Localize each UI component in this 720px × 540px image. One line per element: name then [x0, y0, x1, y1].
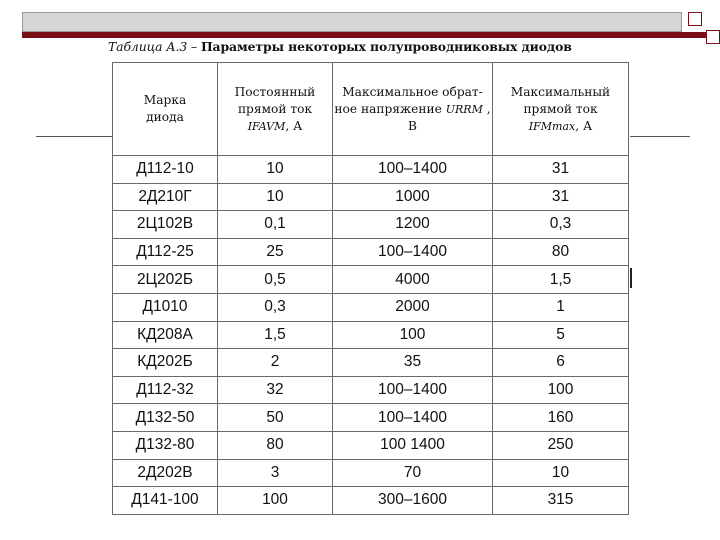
diode-parameters-table: [112, 62, 629, 515]
table-caption: [108, 39, 638, 54]
table-row: [113, 156, 629, 184]
slide-header-band: [22, 12, 682, 32]
cell-max-current: 6: [493, 349, 629, 377]
cell-reverse-voltage: 4000: [333, 266, 493, 294]
table-row: [113, 376, 629, 404]
cell-reverse-voltage: 70: [333, 459, 493, 487]
caption-dash: –: [187, 39, 201, 54]
cell-reverse-voltage: 100–1400: [333, 156, 493, 184]
slide-rule-left: [36, 136, 112, 137]
cell-max-current: 250: [493, 431, 629, 459]
cell-mark: КД202Б: [113, 349, 218, 377]
cell-max-current: 80: [493, 238, 629, 266]
cell-forward-current: 2: [218, 349, 333, 377]
cell-mark: 2Д202В: [113, 459, 218, 487]
caption-label: Таблица А.3: [108, 39, 188, 54]
cell-mark: Д132-50: [113, 404, 218, 432]
header-reverse-voltage: Максимальное обрат- ное напряжение URRM , В: [333, 63, 493, 156]
table-row: [113, 211, 629, 239]
table-row: [113, 183, 629, 211]
table-row: [113, 293, 629, 321]
cell-forward-current: 25: [218, 238, 333, 266]
table-row: [113, 321, 629, 349]
table-row: [113, 404, 629, 432]
table-row: [113, 459, 629, 487]
table-header-row: [113, 63, 629, 156]
cell-mark: 2Д210Г: [113, 183, 218, 211]
cell-mark: КД208А: [113, 321, 218, 349]
cell-mark: Д112-10: [113, 156, 218, 184]
cell-mark: Д1010: [113, 293, 218, 321]
slide-header-rule: [22, 32, 708, 38]
cell-forward-current: 10: [218, 156, 333, 184]
cell-mark: Д141-100: [113, 487, 218, 515]
caption-title: Параметры некоторых полупроводниковых диодов: [200, 39, 572, 54]
cell-reverse-voltage: 300–1600: [333, 487, 493, 515]
cell-reverse-voltage: 100–1400: [333, 404, 493, 432]
cell-max-current: 5: [493, 321, 629, 349]
cell-mark: 2Ц202Б: [113, 266, 218, 294]
slide-side-mark: [630, 268, 632, 288]
cell-reverse-voltage: 1000: [333, 183, 493, 211]
header-diode-mark: Марка диода: [113, 63, 218, 156]
cell-forward-current: 50: [218, 404, 333, 432]
cell-max-current: 10: [493, 459, 629, 487]
cell-max-current: 31: [493, 183, 629, 211]
cell-reverse-voltage: 100 1400: [333, 431, 493, 459]
cell-reverse-voltage: 100: [333, 321, 493, 349]
cell-max-current: 1: [493, 293, 629, 321]
cell-reverse-voltage: 1200: [333, 211, 493, 239]
header-forward-current: Постоянный прямой ток IFAVM, А: [218, 63, 333, 156]
table-body: [113, 156, 629, 515]
cell-forward-current: 100: [218, 487, 333, 515]
cell-forward-current: 1,5: [218, 321, 333, 349]
cell-mark: 2Ц102В: [113, 211, 218, 239]
header-max-forward-current: Максимальный прямой ток IFMmax, А: [493, 63, 629, 156]
cell-reverse-voltage: 100–1400: [333, 376, 493, 404]
cell-max-current: 315: [493, 487, 629, 515]
cell-mark: Д112-32: [113, 376, 218, 404]
slide-rule-right: [630, 136, 690, 137]
cell-forward-current: 0,3: [218, 293, 333, 321]
cell-max-current: 1,5: [493, 266, 629, 294]
cell-forward-current: 0,1: [218, 211, 333, 239]
table-row: [113, 431, 629, 459]
corner-square-bottom: [706, 30, 720, 44]
cell-max-current: 160: [493, 404, 629, 432]
cell-max-current: 31: [493, 156, 629, 184]
cell-mark: Д132-80: [113, 431, 218, 459]
cell-forward-current: 32: [218, 376, 333, 404]
table-row: [113, 266, 629, 294]
cell-forward-current: 10: [218, 183, 333, 211]
cell-max-current: 100: [493, 376, 629, 404]
cell-mark: Д112-25: [113, 238, 218, 266]
cell-forward-current: 80: [218, 431, 333, 459]
cell-reverse-voltage: 100–1400: [333, 238, 493, 266]
table-row: [113, 487, 629, 515]
cell-forward-current: 3: [218, 459, 333, 487]
corner-square-top: [688, 12, 702, 26]
cell-max-current: 0,3: [493, 211, 629, 239]
table-row: [113, 349, 629, 377]
cell-reverse-voltage: 35: [333, 349, 493, 377]
table-row: [113, 238, 629, 266]
cell-forward-current: 0,5: [218, 266, 333, 294]
cell-reverse-voltage: 2000: [333, 293, 493, 321]
